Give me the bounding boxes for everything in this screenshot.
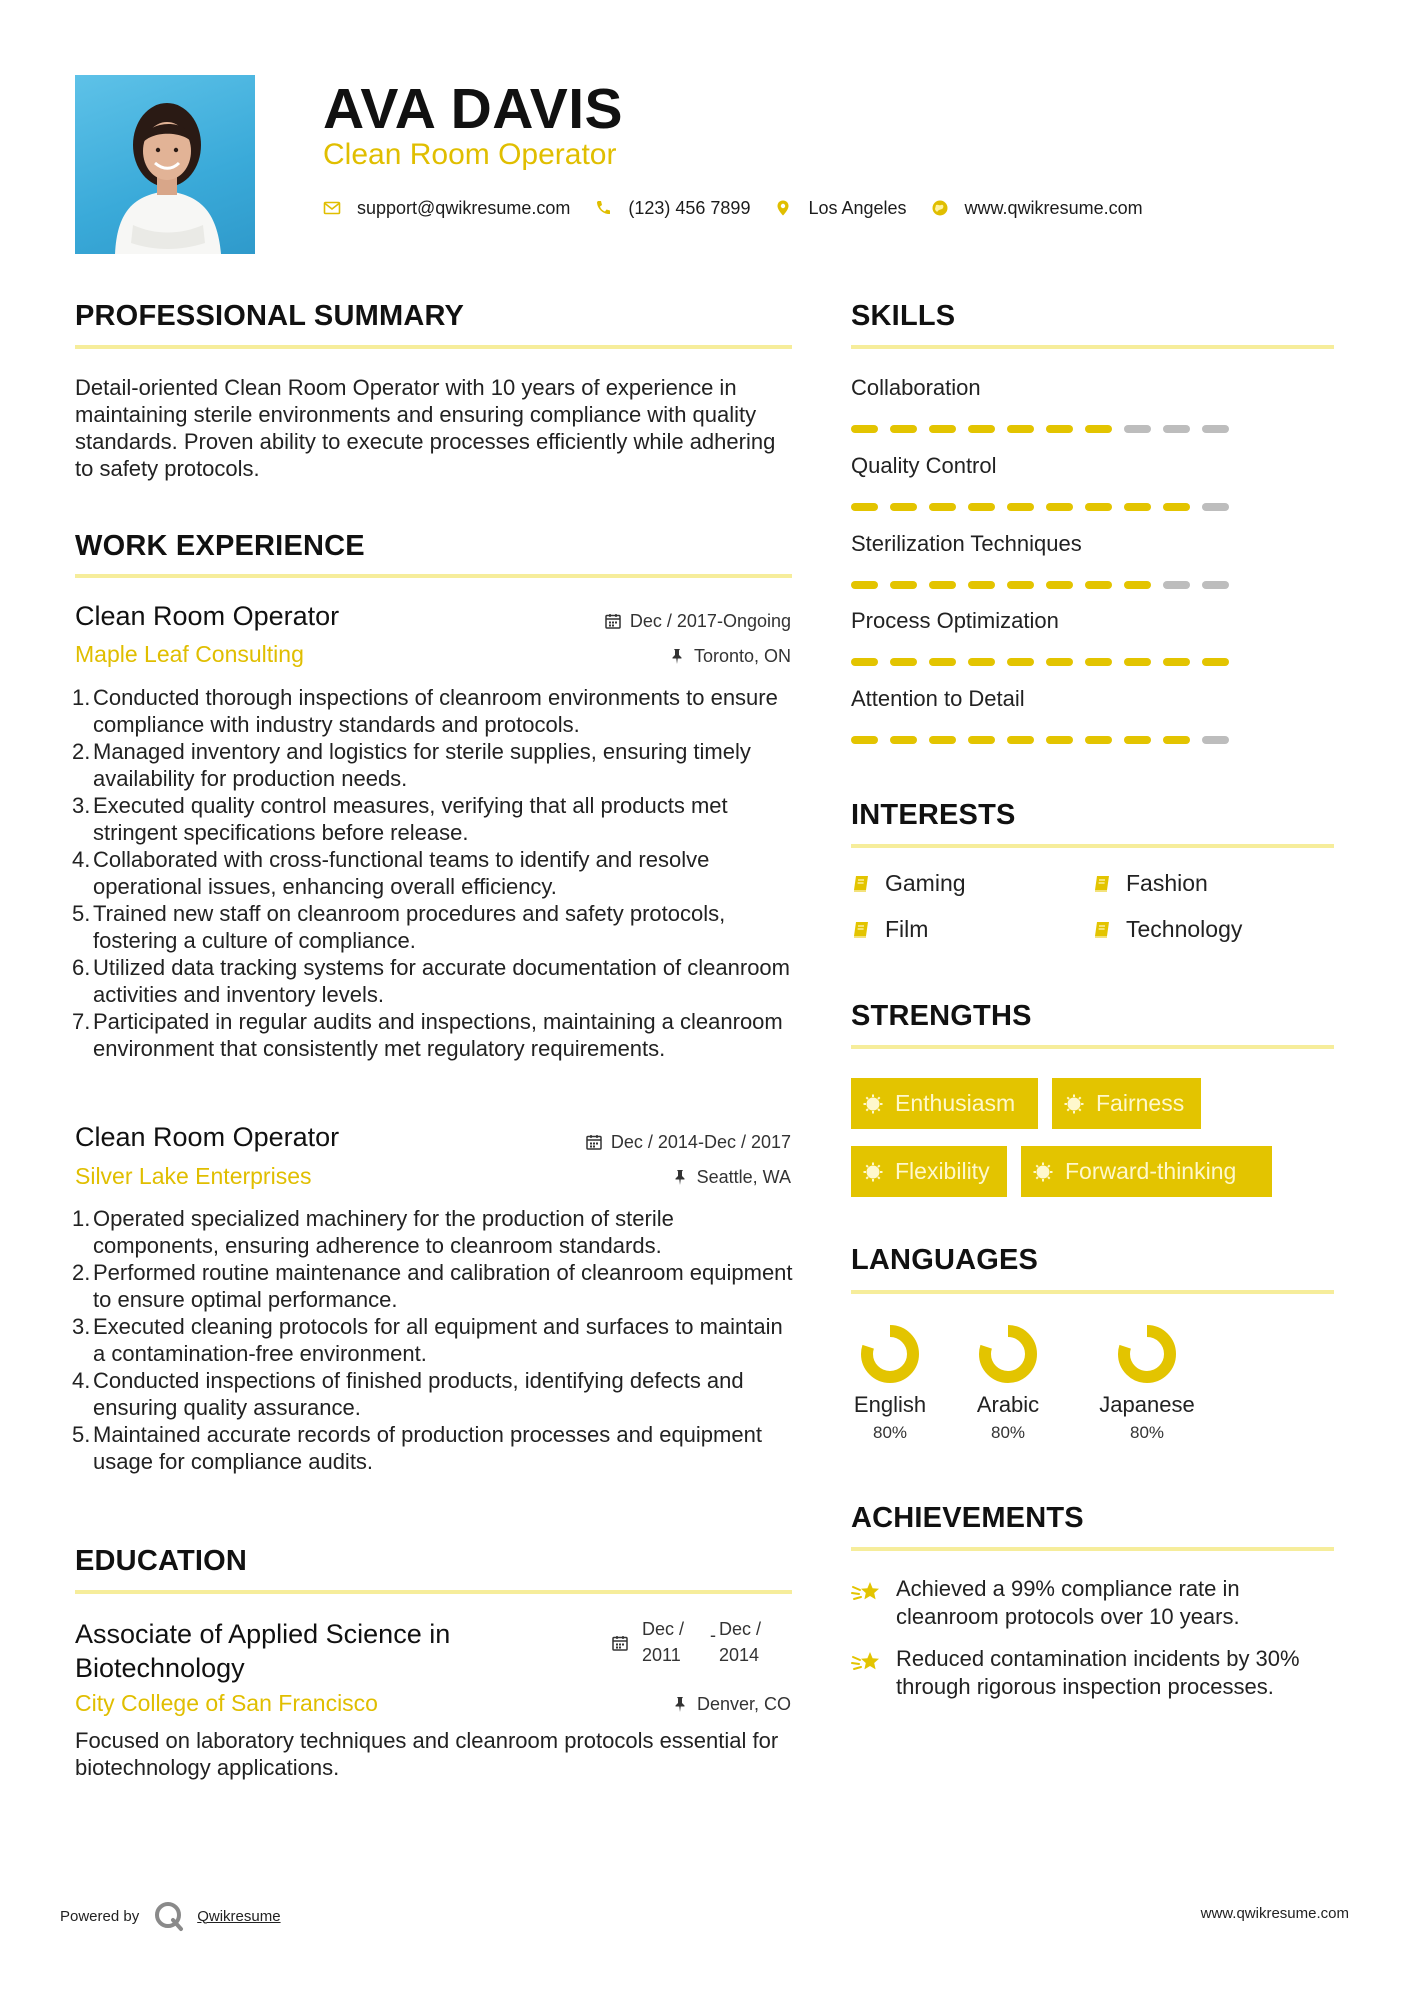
job-duties-list (72, 684, 795, 1062)
rating-segment-filled (1007, 658, 1034, 666)
rating-segment-filled (890, 425, 917, 433)
edu-start-year: 2011 (642, 1645, 681, 1665)
rating-segment-empty (1202, 581, 1229, 589)
rating-segment-filled (1163, 658, 1190, 666)
rating-segment-empty (1163, 581, 1190, 589)
interest-label: Film (885, 916, 929, 942)
interest-item (1092, 916, 1242, 943)
list-item: 4. Conducted inspections of finished products, identifying defects and ensuring quality assurance. (72, 1368, 744, 1420)
rating-segment-filled (851, 503, 878, 511)
pushpin-icon (671, 1695, 689, 1713)
rating-segment-filled (1085, 658, 1112, 666)
list-item: 6. Utilized data tracking systems for accurate documentation of cleanroom activities and inventory levels. (72, 955, 790, 1007)
footer-website-link[interactable]: www.qwikresume.com (1200, 1905, 1349, 1922)
edu-start-month: Dec / (642, 1619, 685, 1639)
rating-segment-filled (1007, 503, 1034, 511)
strength-badge (1021, 1146, 1272, 1197)
skill-name: Process Optimization (851, 608, 1059, 633)
rating-segment-filled (1202, 658, 1229, 666)
section-title-interests: INTERESTS (851, 799, 1016, 831)
calendar-icon (604, 612, 622, 630)
list-item: 4. Collaborated with cross-functional teams to identify and resolve operational issues, enhancing overall efficiency. (72, 847, 710, 899)
job-duties-list (72, 1205, 795, 1475)
skill-name: Quality Control (851, 453, 997, 478)
contact-location (774, 198, 906, 219)
envelope-icon (323, 199, 341, 217)
section-divider (851, 345, 1334, 349)
edu-end-date (719, 1616, 761, 1668)
contact-website[interactable] (931, 198, 1143, 219)
strength-label: Fairness (1096, 1090, 1185, 1116)
skill-rating (851, 503, 1229, 511)
language-progress-ring (858, 1322, 922, 1386)
language-progress-ring (1115, 1322, 1179, 1386)
rating-segment-filled (1007, 736, 1034, 744)
job-location (671, 1166, 791, 1188)
rating-segment-filled (968, 736, 995, 744)
rating-segment-filled (1007, 581, 1034, 589)
section-divider (851, 844, 1334, 848)
strength-badge (1052, 1078, 1201, 1129)
rating-segment-filled (968, 503, 995, 511)
edu-start-date (642, 1616, 684, 1668)
strength-badge (851, 1078, 1038, 1129)
profile-photo-illustration (75, 75, 255, 254)
interest-label: Fashion (1126, 870, 1208, 896)
rating-segment-filled (1046, 581, 1073, 589)
list-item: 1. Operated specialized machinery for the production of sterile components, ensuring adherence to cleanroom standards. (72, 1206, 674, 1258)
rating-segment-filled (1085, 736, 1112, 744)
rating-segment-filled (929, 736, 956, 744)
rating-segment-filled (1124, 658, 1151, 666)
footer-powered-by (60, 1899, 281, 1933)
calendar-icon (611, 1634, 629, 1652)
rating-segment-filled (1085, 581, 1112, 589)
skill-rating (851, 581, 1229, 589)
skill-rating (851, 736, 1229, 744)
education-description: Focused on laboratory techniques and cleanroom protocols essential for biotechnology applications. (75, 1728, 779, 1780)
candidate-role: Clean Room Operator (323, 138, 617, 171)
qwikresume-link[interactable]: Qwikresume (197, 1907, 281, 1925)
website-text: www.qwikresume.com (964, 197, 1143, 218)
language-item (835, 1322, 945, 1444)
book-icon (1092, 874, 1112, 894)
interest-item (851, 916, 928, 943)
map-pin-icon (774, 199, 792, 217)
rating-segment-filled (929, 503, 956, 511)
rating-segment-filled (1163, 503, 1190, 511)
section-divider (851, 1290, 1334, 1294)
shooting-star-icon (851, 1579, 881, 1605)
rating-segment-filled (1124, 736, 1151, 744)
contact-phone[interactable] (594, 198, 750, 219)
section-divider (75, 345, 792, 349)
job-location (668, 645, 791, 667)
sun-icon (1064, 1094, 1084, 1114)
section-title-skills: SKILLS (851, 300, 956, 332)
calendar-icon (585, 1133, 603, 1151)
skill-rating (851, 425, 1229, 433)
sun-icon (863, 1094, 883, 1114)
list-item: 5. Maintained accurate records of production processes and equipment usage for compliance audits. (72, 1422, 762, 1474)
strength-badge (851, 1146, 1007, 1197)
pushpin-icon (668, 647, 686, 665)
sun-icon (1033, 1162, 1053, 1182)
globe-icon (931, 199, 949, 217)
book-icon (851, 920, 871, 940)
rating-segment-filled (851, 581, 878, 589)
rating-segment-filled (929, 425, 956, 433)
rating-segment-filled (1124, 503, 1151, 511)
job-location-text: Toronto, ON (693, 646, 791, 666)
achievement-text: Reduced contamination incidents by 30% through rigorous inspection processes. (896, 1646, 1300, 1699)
rating-segment-empty (1202, 736, 1229, 744)
strength-label: Flexibility (895, 1158, 990, 1184)
skill-rating (851, 658, 1229, 666)
rating-segment-filled (890, 581, 917, 589)
language-name: Japanese (1099, 1392, 1195, 1417)
candidate-name: AVA DAVIS (323, 77, 624, 141)
achievement-item (851, 1645, 1331, 1701)
phone-icon (594, 199, 612, 217)
job-company: Maple Leaf Consulting (75, 641, 304, 667)
rating-segment-empty (1202, 425, 1229, 433)
book-icon (1092, 920, 1112, 940)
skill-name: Collaboration (851, 375, 981, 400)
rating-segment-filled (968, 658, 995, 666)
section-divider (851, 1547, 1334, 1551)
rating-segment-filled (851, 658, 878, 666)
qwikresume-logo-icon (153, 1900, 185, 1932)
job-location-text: Seattle, WA (696, 1167, 791, 1187)
achievement-item (851, 1575, 1331, 1631)
section-divider (75, 1590, 792, 1594)
job-title: Clean Room Operator (75, 1122, 340, 1152)
rating-segment-filled (968, 581, 995, 589)
email-text: support@qwikresume.com (357, 197, 571, 218)
section-title-languages: LANGUAGES (851, 1244, 1039, 1276)
job-date (604, 610, 791, 632)
list-item: 1. Conducted thorough inspections of cleanroom environments to ensure compliance with industry standards and protocols. (72, 685, 778, 737)
rating-segment-filled (851, 425, 878, 433)
section-divider (851, 1045, 1334, 1049)
book-icon (851, 874, 871, 894)
rating-segment-filled (851, 736, 878, 744)
pushpin-icon (671, 1168, 689, 1186)
profile-photo (75, 75, 255, 254)
section-divider (75, 574, 792, 578)
list-item: 3. Executed quality control measures, verifying that all products met stringent specifications before release. (72, 793, 728, 845)
rating-segment-filled (1046, 658, 1073, 666)
interest-label: Technology (1126, 916, 1243, 942)
school-name: City College of San Francisco (75, 1690, 378, 1716)
rating-segment-filled (1046, 425, 1073, 433)
rating-segment-empty (1202, 503, 1229, 511)
rating-segment-filled (890, 503, 917, 511)
rating-segment-filled (890, 736, 917, 744)
rating-segment-filled (1046, 503, 1073, 511)
phone-text: (123) 456 7899 (628, 197, 751, 218)
language-progress-ring (976, 1322, 1040, 1386)
achievement-text: Achieved a 99% compliance rate in cleanroom protocols over 10 years. (896, 1576, 1240, 1629)
list-item: 2. Performed routine maintenance and calibration of cleanroom equipment to ensure optimal performance. (72, 1260, 793, 1312)
edu-date-dash: - (710, 1625, 716, 1645)
rating-segment-filled (929, 581, 956, 589)
section-title-strengths: STRENGTHS (851, 1000, 1032, 1032)
list-item: 5. Trained new staff on cleanroom procedures and safety protocols, fostering a culture of compliance. (72, 901, 726, 953)
calendar-icon-wrap (611, 1634, 637, 1652)
job-company: Silver Lake Enterprises (75, 1163, 312, 1189)
edu-end-month: Dec / (719, 1619, 762, 1639)
rating-segment-filled (890, 658, 917, 666)
section-title-summary: PROFESSIONAL SUMMARY (75, 300, 465, 332)
job-title: Clean Room Operator (75, 601, 340, 631)
edu-location-text: Denver, CO (696, 1694, 791, 1714)
rating-segment-filled (1124, 581, 1151, 589)
list-item: 3. Executed cleaning protocols for all equipment and surfaces to maintain a contamination-free environment. (72, 1314, 783, 1366)
contact-email[interactable] (323, 198, 570, 219)
strength-label: Forward-thinking (1065, 1158, 1237, 1184)
powered-by-label: Powered by (60, 1907, 140, 1925)
rating-segment-filled (968, 425, 995, 433)
section-title-education: EDUCATION (75, 1545, 248, 1577)
rating-segment-filled (1085, 503, 1112, 511)
edu-location (671, 1693, 791, 1715)
language-name: Arabic (976, 1392, 1040, 1417)
language-percent: 80% (1129, 1423, 1165, 1442)
rating-segment-filled (1046, 736, 1073, 744)
location-text: Los Angeles (808, 197, 907, 218)
job-date-text: Dec / 2014-Dec / 2017 (610, 1132, 791, 1152)
section-title-achievements: ACHIEVEMENTS (851, 1502, 1084, 1534)
skill-name: Sterilization Techniques (851, 531, 1082, 556)
job-date (585, 1131, 791, 1153)
list-item: 2. Managed inventory and logistics for sterile supplies, ensuring timely availability for production needs. (72, 739, 751, 791)
edu-end-year: 2014 (719, 1645, 760, 1665)
rating-segment-filled (1085, 425, 1112, 433)
language-name: English (853, 1392, 927, 1417)
language-item (1092, 1322, 1202, 1444)
rating-segment-empty (1163, 425, 1190, 433)
shooting-star-icon (851, 1649, 881, 1675)
rating-segment-filled (929, 658, 956, 666)
skill-name: Attention to Detail (851, 686, 1025, 711)
language-percent: 80% (990, 1423, 1026, 1442)
language-percent: 80% (872, 1423, 908, 1442)
sun-icon (863, 1162, 883, 1182)
language-item (953, 1322, 1063, 1444)
summary-text: Detail-oriented Clean Room Operator with 10 years of experience in maintaining sterile environments and ensuring compliance with quality standards. Proven ability to execute processes efficiently while adhering to safety protocols. (75, 375, 776, 481)
strength-label: Enthusiasm (895, 1090, 1016, 1116)
degree-title: Associate of Applied Science in Biotechnology (75, 1619, 451, 1683)
contact-bar (323, 193, 1167, 223)
rating-segment-empty (1124, 425, 1151, 433)
section-title-experience: WORK EXPERIENCE (75, 530, 365, 562)
list-item: 7. Participated in regular audits and inspections, maintaining a cleanroom environment that consistently met regulatory requirements. (72, 1009, 783, 1061)
job-date-text: Dec / 2017-Ongoing (629, 611, 791, 631)
rating-segment-filled (1007, 425, 1034, 433)
interest-item (851, 870, 966, 897)
interest-label: Gaming (885, 870, 966, 896)
interest-item (1092, 870, 1208, 897)
rating-segment-filled (1163, 736, 1190, 744)
